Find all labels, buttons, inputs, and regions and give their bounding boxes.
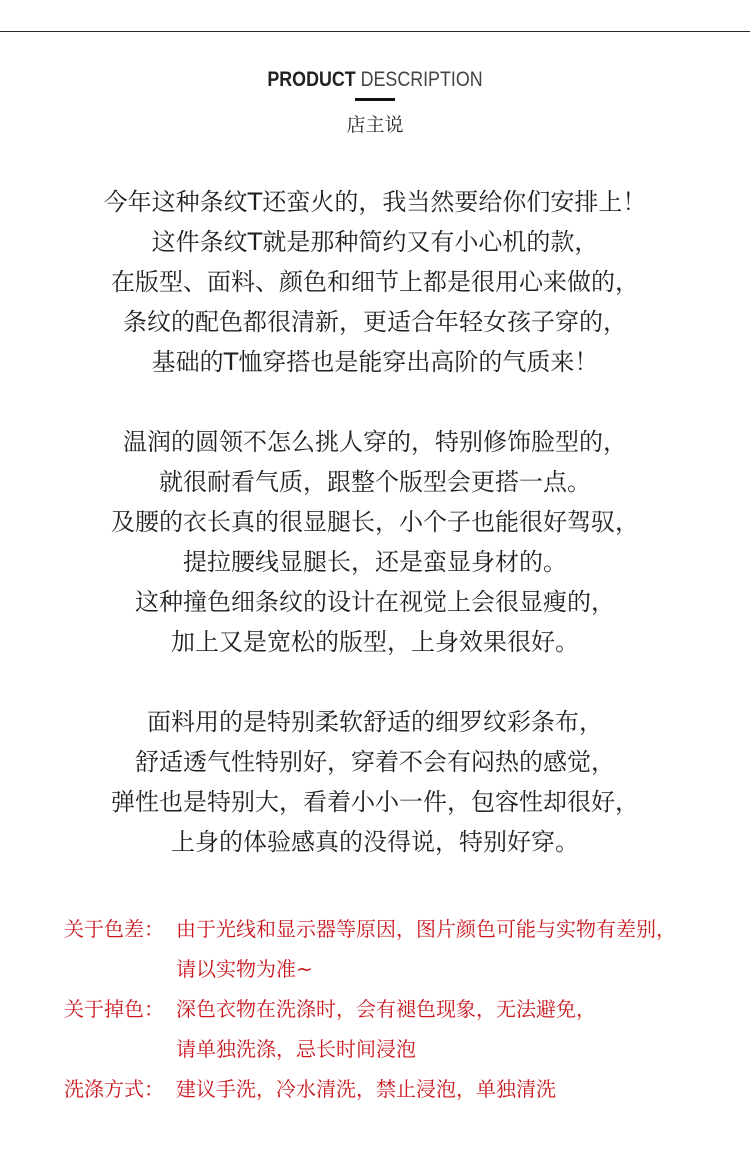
heading-underline (355, 98, 395, 101)
heading-bold: PRODUCT (267, 68, 356, 91)
note-fade-label: 关于掉色： (64, 997, 164, 1021)
paragraph-line: 就很耐看气质，跟整个版型会更搭一点。 (159, 468, 591, 496)
paragraph-line: 及腰的衣长真的很显腿长，小个子也能很好驾驭， (111, 508, 639, 536)
top-divider (0, 31, 750, 32)
section-subtitle: 店主说 (346, 114, 404, 136)
paragraph-intro (0, 182, 750, 382)
heading-light: DESCRIPTION (360, 68, 483, 91)
paragraph-line: 今年这种条纹T还蛮火的，我当然要给你们安排上！ (103, 188, 647, 216)
paragraph-line: 条纹的配色都很清新，更适合年轻女孩子穿的， (123, 308, 627, 336)
note-wash-text: 建议手洗，冷水清洗，禁止浸泡，单独清洗 (176, 1077, 556, 1101)
paragraph-line: 舒适透气性特别好，穿着不会有闷热的感觉， (135, 748, 615, 776)
paragraph-line: 加上又是宽松的版型，上身效果很好。 (171, 628, 579, 656)
paragraph-line: 温润的圆领不怎么挑人穿的，特别修饰脸型的， (123, 428, 627, 456)
paragraph-fit (0, 422, 750, 662)
paragraph-line: 这件条纹T就是那种简约又有小心机的款， (151, 228, 599, 256)
note-color-text-cont: 请以实物为准~ (176, 957, 313, 981)
paragraph-line: 这种撞色细条纹的设计在视觉上会很显瘦的， (135, 588, 615, 616)
note-wash-label: 洗涤方式： (64, 1077, 164, 1101)
paragraph-line: 基础的T恤穿搭也是能穿出高阶的气质来！ (151, 348, 599, 376)
paragraph-line: 在版型、面料、颜色和细节上都是很用心来做的， (111, 268, 639, 296)
note-color-label: 关于色差： (64, 917, 164, 941)
section-heading (56, 68, 694, 92)
paragraph-line: 面料用的是特别柔软舒适的细罗纹彩条布， (147, 708, 603, 736)
note-fade-text-cont: 请单独洗涤，忌长时间浸泡 (176, 1037, 416, 1061)
note-fade-text: 深色衣物在洗涤时，会有褪色现象，无法避免， (176, 997, 596, 1021)
paragraph-line: 上身的体验感真的没得说，特别好穿。 (171, 828, 579, 856)
note-color-text: 由于光线和显示器等原因，图片颜色可能与实物有差别， (176, 917, 676, 941)
paragraph-line: 提拉腰线显腿长，还是蛮显身材的。 (183, 548, 567, 576)
paragraph-line: 弹性也是特别大，看着小小一件，包容性却很好， (111, 788, 639, 816)
paragraph-fabric (0, 702, 750, 862)
